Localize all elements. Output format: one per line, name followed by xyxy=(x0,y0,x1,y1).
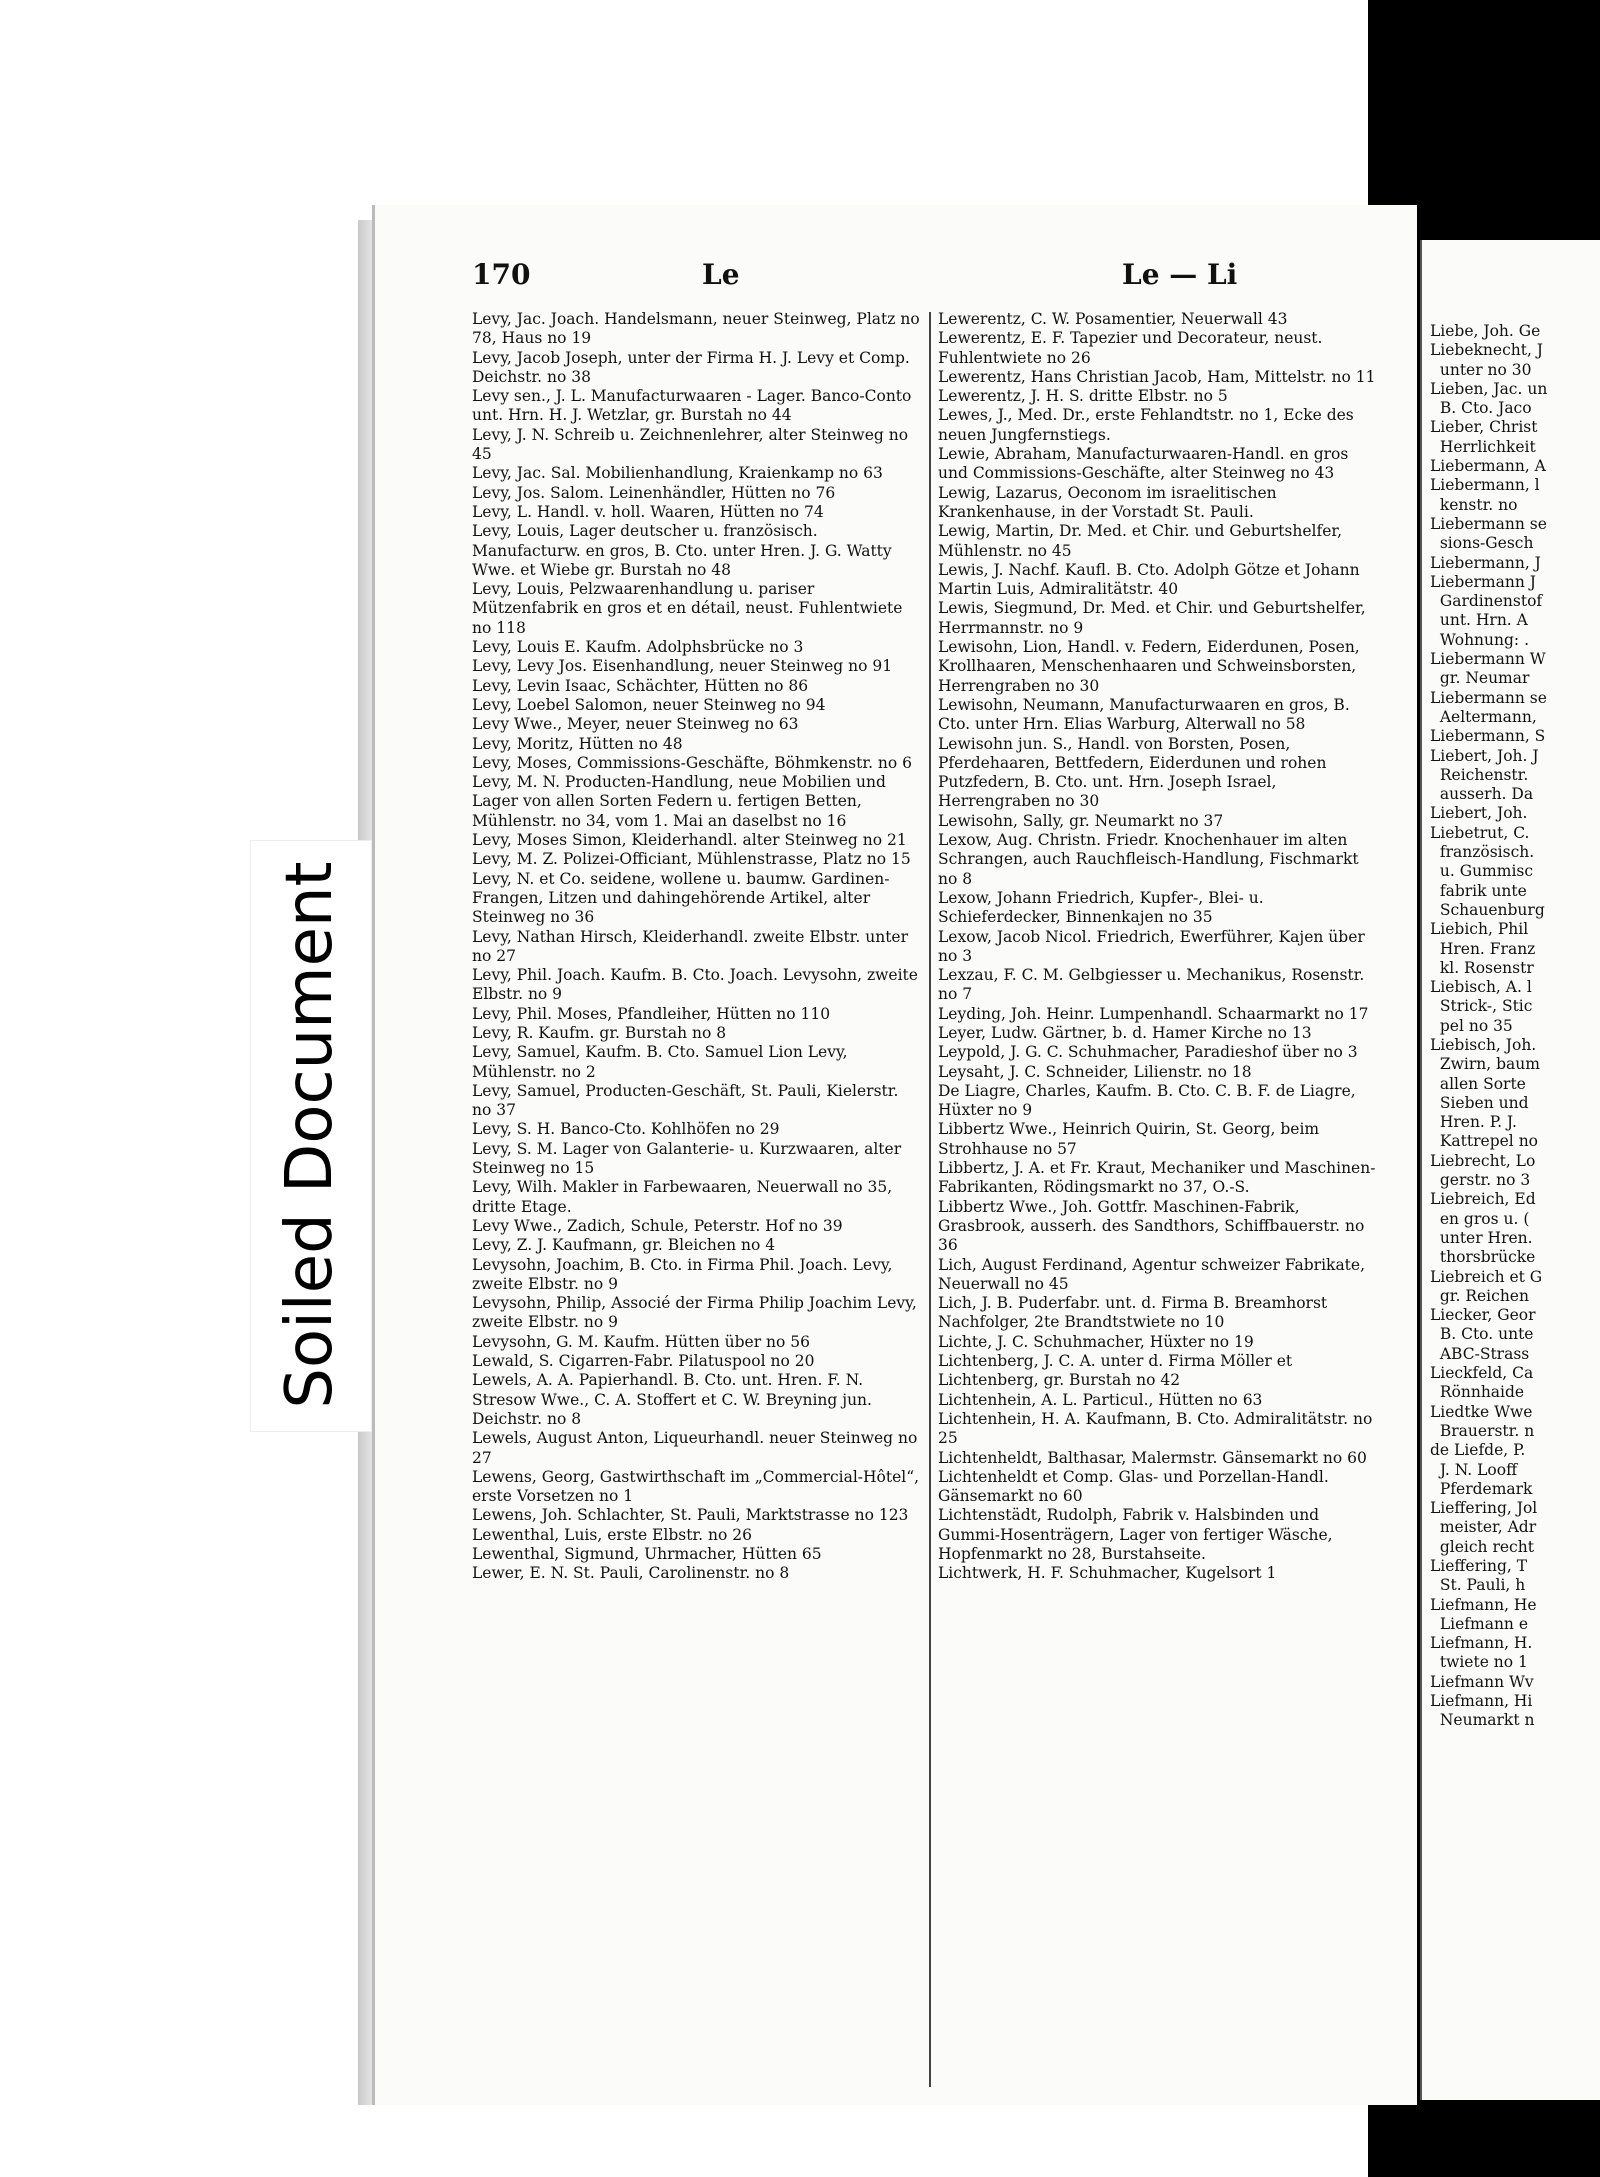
facing-page-line: ausserh. Da xyxy=(1430,785,1534,804)
facing-page-line: Strick-, Stic xyxy=(1430,997,1533,1016)
facing-page-line: Hren. P. J. xyxy=(1430,1113,1517,1132)
directory-entry: Lewerentz, C. W. Posamentier, Neuerwall 43 xyxy=(938,310,1288,328)
facing-page-line: Liefmann, Hi xyxy=(1430,1692,1533,1711)
right-running-heading: Le — Li xyxy=(1122,258,1238,291)
directory-entry: Libbertz Wwe., Heinrich Quirin, St. Georg, beim Strohhause no 57 xyxy=(938,1120,1320,1158)
directory-entry: Leyer, Ludw. Gärtner, b. d. Hamer Kirche no 13 xyxy=(938,1023,1312,1042)
facing-page-line: Liebert, Joh. J xyxy=(1430,746,1539,765)
facing-page-line: B. Cto. Jaco xyxy=(1430,399,1532,418)
facing-page-line: Liefmann, He xyxy=(1430,1595,1537,1614)
facing-page-line: B. Cto. unte xyxy=(1430,1325,1534,1344)
directory-entry: Lewis, J. Nachf. Kaufl. B. Cto. Adolph Götze et Johann Martin Luis, Admiralitätstr. 40 xyxy=(938,560,1360,599)
facing-page-line: Sieben und xyxy=(1430,1093,1529,1112)
facing-page-line: Liebisch, Joh. xyxy=(1430,1035,1537,1054)
facing-page-line: ABC-Strass xyxy=(1430,1344,1530,1363)
page-number: 170 xyxy=(472,258,531,291)
directory-entry: Lewerentz, J. H. S. dritte Elbstr. no 5 xyxy=(938,387,1228,406)
directory-entry: Levy, Moses, Commissions-Geschäfte, Böhmkenstr. no 6 xyxy=(472,753,913,772)
directory-entry: Lichtwerk, H. F. Schuhmacher, Kugelsort 1 xyxy=(938,1564,1277,1583)
directory-entry: Levy, Phil. Joach. Kaufm. B. Cto. Joach. Levysohn, zweite Elbstr. no 9 xyxy=(472,966,918,1004)
directory-entry: Leypold, J. G. C. Schuhmacher, Paradieshof über no 3 xyxy=(938,1043,1358,1062)
facing-page-line: kenstr. no xyxy=(1430,495,1518,514)
facing-page-line: gleich recht xyxy=(1430,1537,1534,1556)
directory-entry: Levy Wwe., Meyer, neuer Steinweg no 63 xyxy=(472,715,799,734)
directory-entry: Lexow, Aug. Christn. Friedr. Knochenhauer im alten Schrangen, auch Rauchfleisch-Handlung, Fischmarkt no 8 xyxy=(938,831,1359,888)
directory-entry: Levy, R. Kaufm. gr. Burstah no 8 xyxy=(472,1023,727,1042)
left-column xyxy=(472,310,922,2090)
directory-entry: Lewig, Lazarus, Oeconom im israelitischen Krankenhause, in der Vorstadt St. Pauli. xyxy=(938,483,1277,521)
facing-page-line: Liebermann, S xyxy=(1430,727,1546,746)
facing-page-line: Schauenburg xyxy=(1430,900,1545,919)
facing-page-line: Wohnung: . xyxy=(1430,630,1529,649)
directory-entry: Levysohn, G. M. Kaufm. Hütten über no 56 xyxy=(472,1332,811,1351)
facing-page-line: Lieffering, T xyxy=(1430,1557,1528,1575)
directory-entry: Levy sen., J. L. Manufacturwaaren - Lager. Banco-Conto unt. Hrn. H. J. Wetzlar, gr. Burstah no 44 xyxy=(472,387,912,425)
facing-page-line: en gros u. ( xyxy=(1430,1209,1530,1228)
facing-page-line: Liebeknecht, J xyxy=(1430,341,1544,360)
facing-page-line: Liebreich, Ed xyxy=(1430,1190,1536,1209)
directory-entry: Levy, Samuel, Producten-Geschäft, St. Pauli, Kielerstr. no 37 xyxy=(472,1081,899,1120)
facing-page-line: Liefmann e xyxy=(1430,1614,1529,1633)
directory-entry: Lewald, S. Cigarren-Fabr. Pilatuspool no 20 xyxy=(472,1352,815,1371)
directory-entry: Lewens, Georg, Gastwirthschaft im „Commercial-Hôtel“, erste Vorsetzen no 1 xyxy=(472,1467,920,1506)
directory-entry: Levy, Louis, Pelzwaarenhandlung u. pariser Mützenfabrik en gros et en détail, neust. Fuhlentwiete no 118 xyxy=(472,580,903,637)
facing-page-line: Liebermann se xyxy=(1430,688,1547,707)
directory-entry: Lich, August Ferdinand, Agentur schweizer Fabrikate, Neuerwall no 45 xyxy=(938,1255,1366,1293)
left-running-heading: Le xyxy=(702,258,740,291)
right-column xyxy=(938,310,1380,2090)
facing-page-line: Aeltermann, xyxy=(1430,707,1537,726)
facing-page-line: Liebrecht, Lo xyxy=(1430,1151,1536,1170)
directory-entry: Levy, N. et Co. seidene, wollene u. baumw. Gardinen-Frangen, Litzen und dahingehörende Artikel, alter Steinweg no 36 xyxy=(472,869,890,927)
directory-entry: Lewerentz, Hans Christian Jacob, Ham, Mittelstr. no 11 xyxy=(938,367,1376,386)
facing-page-line: thorsbrücke xyxy=(1430,1248,1536,1267)
directory-entry: Levy, Levy Jos. Eisenhandlung, neuer Steinweg no 91 xyxy=(472,657,893,676)
directory-entry: Lichtenheldt, Balthasar, Malermstr. Gänsemarkt no 60 xyxy=(938,1448,1367,1467)
facing-page-line: gerstr. no 3 xyxy=(1430,1171,1531,1190)
facing-page-line: Liebisch, A. l xyxy=(1430,978,1532,997)
directory-entry: Lichtenberg, J. C. A. unter d. Firma Möller et Lichtenberg, gr. Burstah no 42 xyxy=(938,1352,1293,1390)
directory-entry: Lichtenheldt et Comp. Glas- und Porzellan-Handl. Gänsemarkt no 60 xyxy=(938,1467,1329,1506)
facing-page-line: Liebe, Joh. Ge xyxy=(1430,322,1541,340)
directory-entry: Lewisohn, Sally, gr. Neumarkt no 37 xyxy=(938,811,1224,830)
facing-page-line: gr. Neumar xyxy=(1430,669,1530,688)
facing-page-line: Pferdemark xyxy=(1430,1479,1533,1498)
facing-page-line: Hren. Franz xyxy=(1430,939,1536,958)
facing-page-line: französisch. xyxy=(1430,843,1535,862)
directory-entry: Lewens, Joh. Schlachter, St. Pauli, Marktstrasse no 123 xyxy=(472,1506,909,1525)
facing-page-line: Reichenstr. xyxy=(1430,765,1529,784)
directory-entry: Lewig, Martin, Dr. Med. et Chir. und Geburtshelfer, Mühlenstr. no 45 xyxy=(938,522,1343,560)
directory-entry: Lexow, Johann Friedrich, Kupfer-, Blei- u. Schieferdecker, Binnenkajen no 35 xyxy=(938,888,1264,927)
facing-page-line: Zwirn, baum xyxy=(1430,1055,1540,1074)
directory-entry: Lewer, E. N. St. Pauli, Carolinenstr. no 8 xyxy=(472,1564,790,1583)
facing-page-line: kl. Rosenstr xyxy=(1430,958,1534,977)
directory-entry: Levy, Louis, Lager deutscher u. französisch. Manufacturw. en gros, B. Cto. unter Hren. J. G. Watty Wwe. et Wiebe gr. Burstah no 48 xyxy=(472,522,892,579)
directory-entry: Lexow, Jacob Nicol. Friedrich, Ewerführer, Kajen über no 3 xyxy=(938,927,1365,965)
directory-entry: Levy, Loebel Salomon, neuer Steinweg no 94 xyxy=(472,695,826,714)
directory-entry: Levy, M. Z. Polizei-Officiant, Mühlenstrasse, Platz no 15 xyxy=(472,850,911,869)
facing-page-line: fabrik unte xyxy=(1430,881,1527,900)
facing-page-line: Liebermann, J xyxy=(1430,553,1541,572)
page-header xyxy=(472,258,1352,298)
facing-page-line: twiete no 1 xyxy=(1430,1653,1528,1672)
facing-page-line: Gardinenstof xyxy=(1430,592,1543,611)
facing-page-line: Rönnhaide xyxy=(1430,1383,1525,1402)
facing-page-line: sions-Gesch xyxy=(1430,534,1534,553)
directory-entry: Lewisohn, Neumann, Manufacturwaaren en gros, B. Cto. unter Hrn. Elias Warburg, Alterwall no 58 xyxy=(938,695,1350,734)
facing-page-line: Lieffering, Jol xyxy=(1430,1499,1538,1518)
directory-entry: Levy Wwe., Zadich, Schule, Peterstr. Hof no 39 xyxy=(472,1216,843,1235)
directory-entry: Libbertz, J. A. et Fr. Kraut, Mechaniker und Maschinen-Fabrikanten, Rödingsmarkt no 37, O.-S. xyxy=(938,1159,1376,1197)
facing-page-line: Liefmann Wv xyxy=(1430,1672,1534,1691)
facing-page-line: pel no 35 xyxy=(1430,1016,1513,1035)
directory-entry: Lichtenstädt, Rudolph, Fabrik v. Halsbinden und Gummi-Hosenträgern, Lager von fertiger Wäsche, Hopfenmarkt no 28, Burstahseite. xyxy=(938,1506,1333,1563)
directory-entry: Lichte, J. C. Schuhmacher, Hüxter no 19 xyxy=(938,1332,1254,1351)
directory-entry: Levy, Levin Isaac, Schächter, Hütten no 86 xyxy=(472,676,809,695)
facing-page-line: unt. Hrn. A xyxy=(1430,611,1528,630)
directory-entry: Levy, S. M. Lager von Galanterie- u. Kurzwaaren, alter Steinweg no 15 xyxy=(472,1139,902,1178)
directory-entry: Levy, Jac. Joach. Handelsmann, neuer Steinweg, Platz no 78, Haus no 19 xyxy=(472,310,920,348)
directory-entry: Lichtenhein, H. A. Kaufmann, B. Cto. Admiralitätstr. no 25 xyxy=(938,1409,1373,1448)
facing-page-line: Liebermann se xyxy=(1430,514,1547,533)
directory-entry: Levy, S. H. Banco-Cto. Kohlhöfen no 29 xyxy=(472,1120,780,1139)
facing-page-line: Liecker, Geor xyxy=(1430,1306,1536,1325)
facing-page-line: Liedtke Wwe xyxy=(1430,1402,1533,1421)
facing-page-line: Liebermann, l xyxy=(1430,476,1540,495)
facing-page xyxy=(1420,240,1600,2100)
directory-entry: Leyding, Joh. Heinr. Lumpenhandl. Schaarmarkt no 17 xyxy=(938,1004,1369,1023)
facing-page-line: allen Sorte xyxy=(1430,1074,1526,1093)
facing-page-line: gr. Reichen xyxy=(1430,1286,1529,1305)
directory-entry: Lewels, A. A. Papierhandl. B. Cto. unt. Hren. F. N. Stresow Wwe., C. A. Stoffert et C. W. Breyning jun. Deichstr. no 8 xyxy=(472,1371,872,1428)
directory-entry: Lewenthal, Sigmund, Uhrmacher, Hütten 65 xyxy=(472,1545,822,1563)
directory-entry: Levy, Louis E. Kaufm. Adolphsbrücke no 3 xyxy=(472,638,804,657)
facing-page-line: Brauerstr. n xyxy=(1430,1421,1535,1440)
facing-page-line: J. N. Looff xyxy=(1430,1460,1518,1479)
directory-entry: Levy, Jac. Sal. Mobilienhandlung, Kraienkamp no 63 xyxy=(472,464,883,483)
directory-entry: Lewisohn jun. S., Handl. von Borsten, Posen, Pferdehaaren, Bettfedern, Eiderdunen und rohen Putzfedern, B. Cto. unt. Hrn. Joseph Israel, Herrengraben no 30 xyxy=(938,734,1327,811)
facing-page-line: unter no 30 xyxy=(1430,360,1532,379)
directory-entry: Levy, Z. J. Kaufmann, gr. Bleichen no 4 xyxy=(472,1236,776,1255)
facing-page-column xyxy=(1430,322,1600,1731)
facing-page-line: Liebetrut, C. xyxy=(1430,823,1530,842)
facing-page-line: Herrlichkeit xyxy=(1430,437,1536,456)
directory-entry: Levysohn, Philip, Associé der Firma Philip Joachim Levy, zweite Elbstr. no 9 xyxy=(472,1294,917,1332)
directory-entry: Lewie, Abraham, Manufacturwaaren-Handl. en gros und Commissions-Geschäfte, alter Steinweg no 43 xyxy=(938,445,1349,483)
directory-entry: Lewisohn, Lion, Handl. v. Federn, Eiderdunen, Posen, Krollhaaren, Menschenhaaren und Schweinsborsten, Herrengraben no 30 xyxy=(938,638,1360,695)
facing-page-line: Liebermann, A xyxy=(1430,457,1546,476)
facing-page-line: St. Pauli, h xyxy=(1430,1576,1526,1595)
directory-entry: Lichtenhein, A. L. Particul., Hütten no 63 xyxy=(938,1390,1263,1409)
directory-entry: De Liagre, Charles, Kaufm. B. Cto. C. B. F. de Liagre, Hüxter no 9 xyxy=(938,1081,1356,1120)
directory-entry: Levy, Samuel, Kaufm. B. Cto. Samuel Lion Levy, Mühlenstr. no 2 xyxy=(472,1043,848,1081)
directory-entry: Levy, Moritz, Hütten no 48 xyxy=(472,734,683,753)
facing-page-line: de Liefde, P. xyxy=(1430,1441,1526,1460)
facing-page-line: Neumarkt n xyxy=(1430,1711,1535,1730)
directory-entry: Lexzau, F. C. M. Gelbgiesser u. Mechanikus, Rosenstr. no 7 xyxy=(938,966,1365,1004)
facing-page-line: Liebermann W xyxy=(1430,650,1546,669)
facing-page-line: u. Gummisc xyxy=(1430,862,1534,881)
directory-entry: Levysohn, Joachim, B. Cto. in Firma Phil. Joach. Levy, zweite Elbstr. no 9 xyxy=(472,1255,893,1293)
directory-entry: Libbertz Wwe., Joh. Gottfr. Maschinen-Fabrik, Grasbrook, ausserh. des Sandthors, Schiffbauerstr. no 36 xyxy=(938,1197,1365,1255)
facing-page-line: Kattrepel no xyxy=(1430,1132,1539,1151)
directory-entry: Lewels, August Anton, Liqueurhandl. neuer Steinweg no 27 xyxy=(472,1429,918,1467)
directory-entry: Lewis, Siegmund, Dr. Med. et Chir. und Geburtshelfer, Herrmannstr. no 9 xyxy=(938,599,1366,637)
directory-entry: Lewenthal, Luis, erste Elbstr. no 26 xyxy=(472,1525,752,1544)
directory-entry: Levy, M. N. Producten-Handlung, neue Mobilien und Lager von allen Sorten Federn u. fertigen Betten, Mühlenstr. no 34, vom 1. Mai an daselbst no 16 xyxy=(472,773,886,830)
column-divider xyxy=(929,312,931,2087)
directory-entry: Lewes, J., Med. Dr., erste Fehlandtstr. no 1, Ecke des neuen Jungfernstiegs. xyxy=(938,406,1354,444)
facing-page-line: Liebich, Phil xyxy=(1430,920,1529,939)
soiled-document-text: Soiled Document xyxy=(273,861,347,1409)
directory-entry: Levy, Nathan Hirsch, Kleiderhandl. zweite Elbstr. unter no 27 xyxy=(472,927,909,965)
facing-page-line: Liefmann, H. xyxy=(1430,1634,1533,1653)
directory-entry: Levy, L. Handl. v. holl. Waaren, Hütten no 74 xyxy=(472,502,824,521)
directory-entry: Levy, Jacob Joseph, unter der Firma H. J. Levy et Comp. Deichstr. no 38 xyxy=(472,348,910,386)
directory-entry: Levy, J. N. Schreib u. Zeichnenlehrer, alter Steinweg no 45 xyxy=(472,425,909,464)
directory-entry: Lich, J. B. Puderfabr. unt. d. Firma B. Breamhorst Nachfolger, 2te Brandtstwiete no 10 xyxy=(938,1294,1328,1332)
facing-page-line: meister, Adr xyxy=(1430,1518,1537,1537)
facing-page-line: unter Hren. xyxy=(1430,1228,1533,1247)
directory-entry: Levy, Wilh. Makler in Farbewaaren, Neuerwall no 35, dritte Etage. xyxy=(472,1178,893,1216)
facing-page-line: Liebermann J xyxy=(1430,572,1536,591)
facing-page-line: Liebert, Joh. xyxy=(1430,804,1528,823)
facing-page-line: Lieber, Christ xyxy=(1430,418,1538,437)
facing-page-line: Liebreich et G xyxy=(1430,1267,1543,1286)
facing-page-line: Lieben, Jac. un xyxy=(1430,379,1548,398)
directory-entry: Levy, Jos. Salom. Leinenhändler, Hütten no 76 xyxy=(472,483,836,502)
facing-page-line: Lieckfeld, Ca xyxy=(1430,1364,1534,1383)
directory-entry: Lewerentz, E. F. Tapezier und Decorateur, neust. Fuhlentwiete no 26 xyxy=(938,329,1323,367)
directory-entry: Levy, Phil. Moses, Pfandleiher, Hütten no 110 xyxy=(472,1004,831,1023)
directory-entry: Leysaht, J. C. Schneider, Lilienstr. no 18 xyxy=(938,1062,1252,1081)
directory-entry: Levy, Moses Simon, Kleiderhandl. alter Steinweg no 21 xyxy=(472,831,907,850)
